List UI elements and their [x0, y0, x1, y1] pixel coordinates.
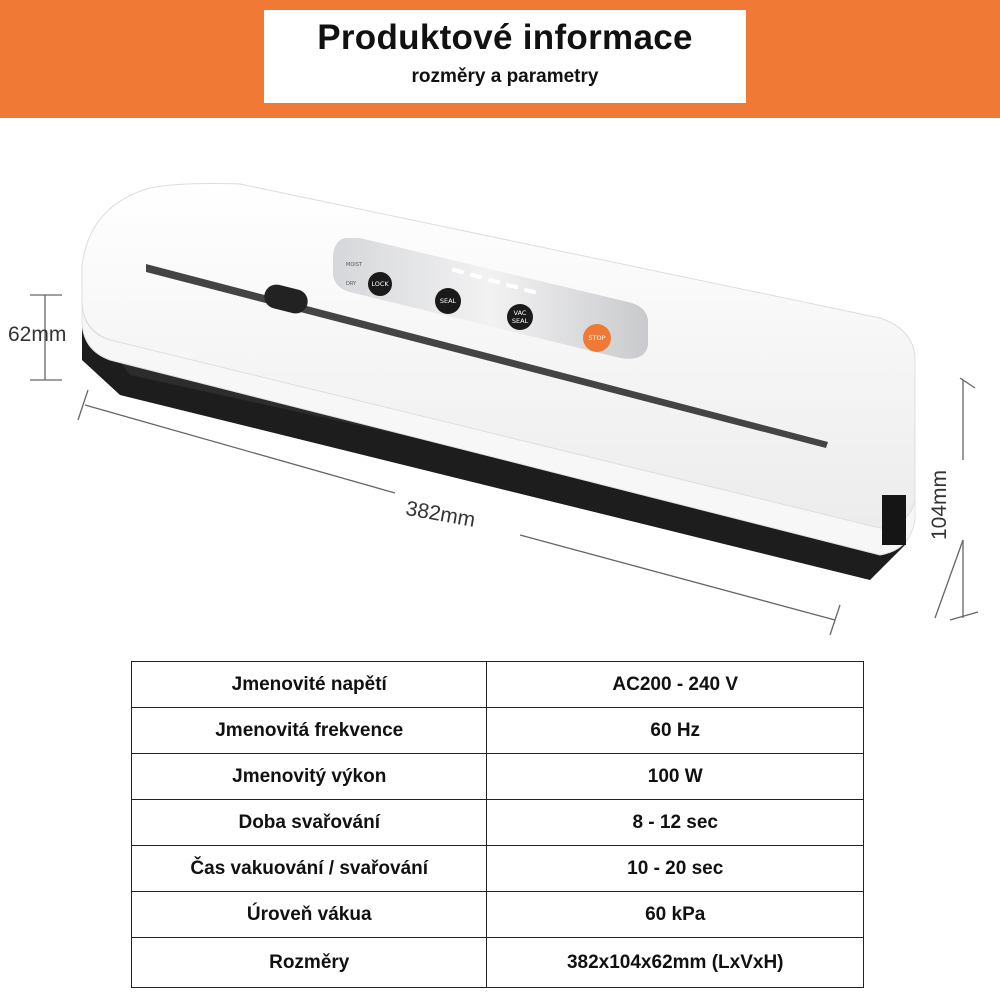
- spec-row: [132, 800, 864, 846]
- food-button-label: LOCK: [371, 280, 389, 288]
- spec-label: Úroveň vákua: [132, 892, 487, 938]
- spec-row: [132, 846, 864, 892]
- spec-row: [132, 892, 864, 938]
- vacuum-sealer-illustration: [0, 118, 1000, 658]
- spec-value: 100 W: [487, 754, 864, 800]
- mode-label-bottom: DRY: [346, 281, 357, 287]
- spec-value: AC200 - 240 V: [487, 662, 864, 708]
- spec-label: Jmenovitý výkon: [132, 754, 487, 800]
- spec-row: [132, 754, 864, 800]
- page-title: Produktové informace: [317, 18, 693, 57]
- spec-value: 60 kPa: [487, 892, 864, 938]
- spec-row: [132, 708, 864, 754]
- spec-label: Rozměry: [132, 938, 487, 988]
- page-subtitle: rozměry a parametry: [411, 66, 599, 87]
- spec-row: [132, 938, 864, 988]
- spec-value: 10 - 20 sec: [487, 846, 864, 892]
- vac-seal-label-bottom: SEAL: [511, 317, 529, 325]
- specs-table: [131, 661, 864, 988]
- spec-value: 8 - 12 sec: [487, 800, 864, 846]
- spec-row: [132, 662, 864, 708]
- stop-button-label: STOP: [588, 334, 606, 342]
- spec-label: Jmenovitá frekvence: [132, 708, 487, 754]
- dimension-length-label: 382mm: [404, 497, 477, 532]
- title-box: [264, 10, 746, 103]
- dimension-width-label: 104mm: [928, 469, 951, 540]
- seal-button-label: SEAL: [439, 297, 457, 305]
- vac-seal-label-top: VAC: [513, 309, 527, 317]
- spec-value: 60 Hz: [487, 708, 864, 754]
- header-banner: [0, 0, 1000, 118]
- spec-label: Jmenovité napětí: [132, 662, 487, 708]
- mode-label-top: MOIST: [346, 262, 362, 268]
- spec-label: Doba svařování: [132, 800, 487, 846]
- spec-value: 382x104x62mm (LxVxH): [487, 938, 864, 988]
- spec-label: Čas vakuování / svařování: [132, 846, 487, 892]
- dimension-height-label: 62mm: [8, 323, 67, 346]
- side-latch: [882, 495, 906, 545]
